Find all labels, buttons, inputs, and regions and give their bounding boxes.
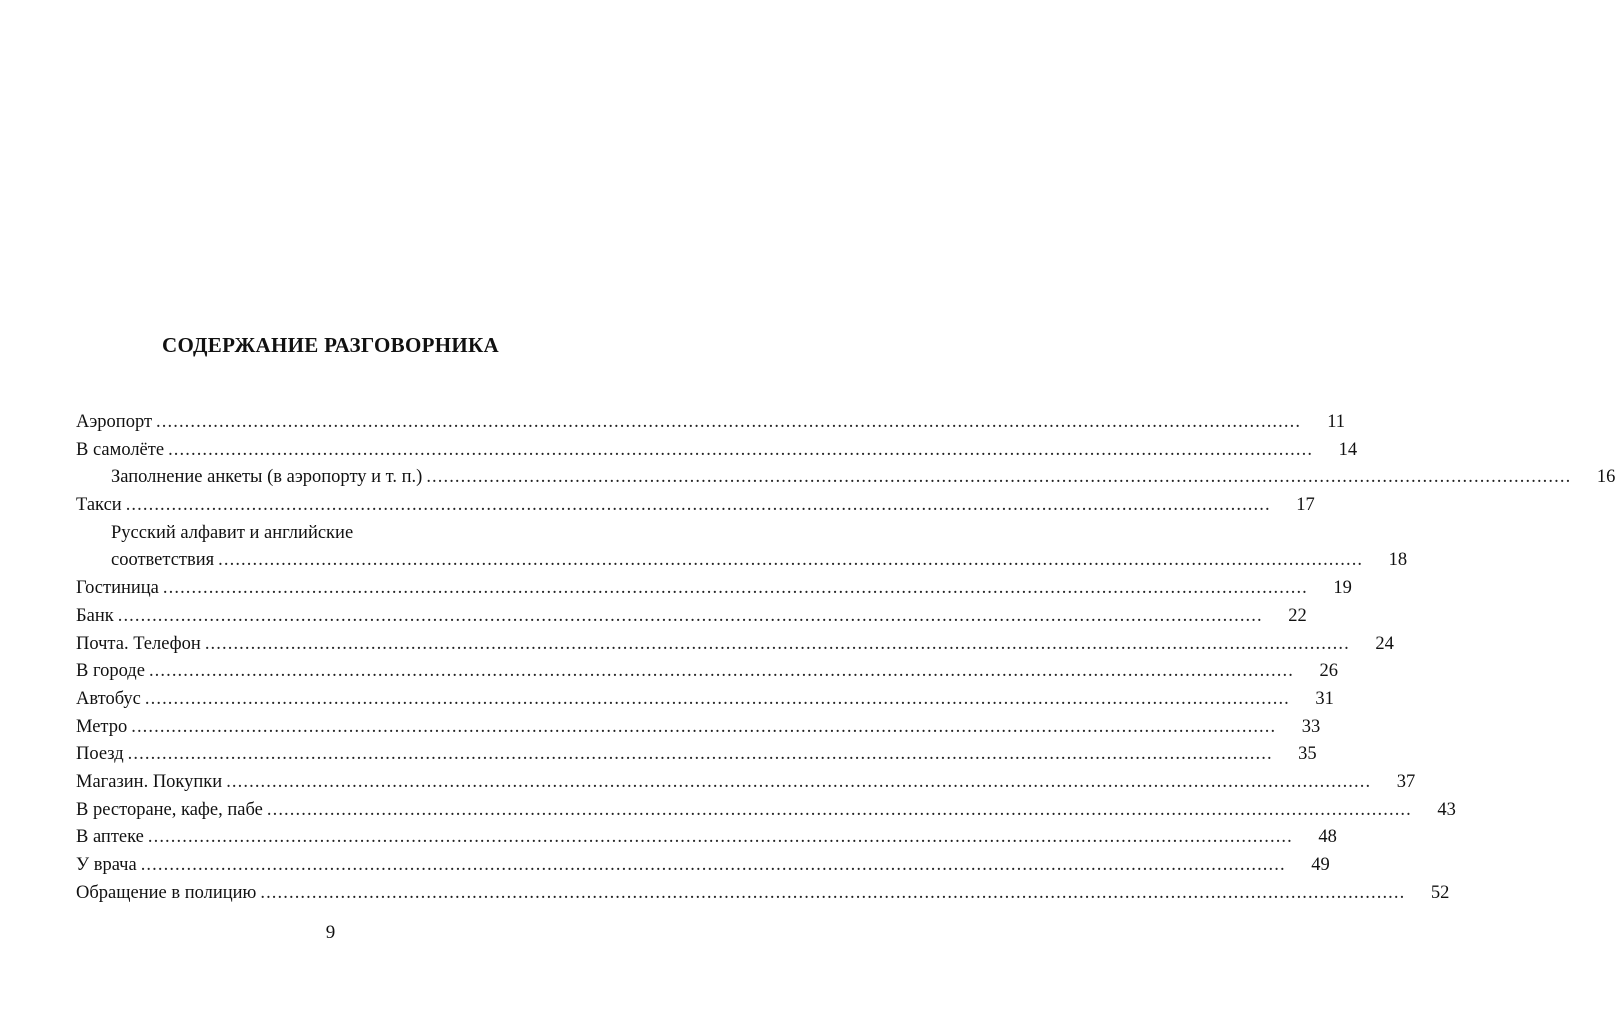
- toc-entry: [76, 575, 1352, 603]
- toc-entry: [76, 852, 1330, 880]
- toc-entry: [76, 769, 1416, 797]
- toc-entry: [76, 686, 1334, 714]
- toc-entry-title: Такси: [76, 495, 122, 516]
- toc-entry-page: 18: [1388, 550, 1408, 571]
- dot-leader: ........................................................................................................................................................................................................: [266, 799, 1412, 820]
- toc-entry: [76, 631, 1394, 659]
- dot-leader: ........................................................................................................................................................................................................: [140, 855, 1286, 875]
- toc-entry: [76, 824, 1337, 852]
- toc-entry-page: 19: [1333, 578, 1352, 599]
- toc-entry-title: В ресторане, кафе, пабе: [76, 799, 263, 820]
- dot-leader: ........................................................................................................................................................................................................: [168, 439, 1314, 460]
- toc-entry-page: 31: [1315, 688, 1334, 709]
- toc-entry-page: 33: [1301, 716, 1321, 737]
- toc-entry: [76, 603, 1307, 631]
- toc-entry: [76, 658, 1338, 686]
- toc-entry-page: 52: [1430, 882, 1450, 903]
- dot-leader: ........................................................................................................................................................................................................: [131, 716, 1277, 737]
- toc-entry-page: 48: [1318, 827, 1337, 848]
- dot-leader: ........................................................................................................................................................................................................: [260, 882, 1406, 903]
- toc-entry: [76, 741, 1317, 769]
- toc-entry-title-continued: соответствия: [111, 550, 215, 571]
- toc-entry-title: Банк: [76, 605, 114, 626]
- toc-entry-title: У врача: [76, 855, 137, 875]
- toc-entry-page: 17: [1296, 495, 1315, 516]
- toc-entry-title: Гостиница: [76, 578, 159, 599]
- toc-entry-page: 16: [1596, 467, 1615, 488]
- dot-leader: ........................................................................................................................................................................................................: [218, 550, 1364, 571]
- dot-leader: ........................................................................................................................................................................................................: [156, 412, 1302, 432]
- toc-entry-title: В городе: [76, 661, 145, 682]
- toc-entry-page: 14: [1338, 439, 1358, 460]
- toc-entry: [76, 492, 1315, 520]
- dot-leader: ........................................................................................................................................................................................................: [117, 605, 1263, 626]
- dot-leader: ........................................................................................................................................................................................................: [127, 744, 1273, 765]
- toc-entry-title-continuation-line: [111, 547, 1408, 575]
- toc-entry: [76, 437, 1358, 465]
- toc-entry-title: Аэропорт: [76, 412, 153, 432]
- toc-entry-title: Русский алфавит и английские: [111, 522, 354, 543]
- toc-entry: [76, 797, 1456, 825]
- toc-entry: [76, 409, 1346, 437]
- toc-entry: [76, 714, 1321, 742]
- toc-entry-title: В аптеке: [76, 827, 144, 848]
- toc-entry-title: Обращение в полицию: [76, 882, 257, 903]
- table-of-contents: [76, 409, 1615, 907]
- dot-leader: ........................................................................................................................................................................................................: [204, 633, 1350, 654]
- toc-entry-title: Метро: [76, 716, 128, 737]
- toc-entry-page: 24: [1375, 633, 1394, 654]
- toc-entry-title: В самолёте: [76, 439, 165, 460]
- dot-leader: ........................................................................................................................................................................................................: [426, 467, 1572, 488]
- toc-entry: [76, 520, 1408, 575]
- toc-entry-title: Почта. Телефон: [76, 633, 201, 654]
- toc-entry-page: 35: [1298, 744, 1317, 765]
- dot-leader: ........................................................................................................................................................................................................: [147, 827, 1293, 848]
- dot-leader: ........................................................................................................................................................................................................: [148, 661, 1294, 682]
- toc-entry-title: Заполнение анкеты (в аэропорту и т. п.): [111, 467, 423, 488]
- toc-entry-title: Магазин. Покупки: [76, 771, 223, 792]
- toc-entry: [76, 464, 1615, 492]
- toc-entry-page: 11: [1327, 412, 1346, 432]
- dot-leader: ........................................................................................................................................................................................................: [144, 688, 1290, 709]
- dot-leader: ........................................................................................................................................................................................................: [125, 495, 1271, 516]
- toc-entry-page: 49: [1311, 855, 1330, 875]
- page-number: 9: [325, 922, 336, 943]
- contents-heading: СОДЕРЖАНИЕ РАЗГОВОРНИКА: [161, 333, 500, 357]
- dot-leader: ........................................................................................................................................................................................................: [162, 578, 1308, 599]
- toc-entry-page: 37: [1396, 771, 1416, 792]
- toc-entry-title: Автобус: [76, 688, 141, 709]
- toc-entry-page: 26: [1319, 661, 1338, 682]
- toc-entry-title: Поезд: [76, 744, 124, 765]
- dot-leader: ........................................................................................................................................................................................................: [226, 771, 1372, 792]
- toc-entry-page: 22: [1288, 605, 1307, 626]
- toc-entry-page: 43: [1437, 799, 1456, 820]
- toc-entry: [76, 880, 1450, 908]
